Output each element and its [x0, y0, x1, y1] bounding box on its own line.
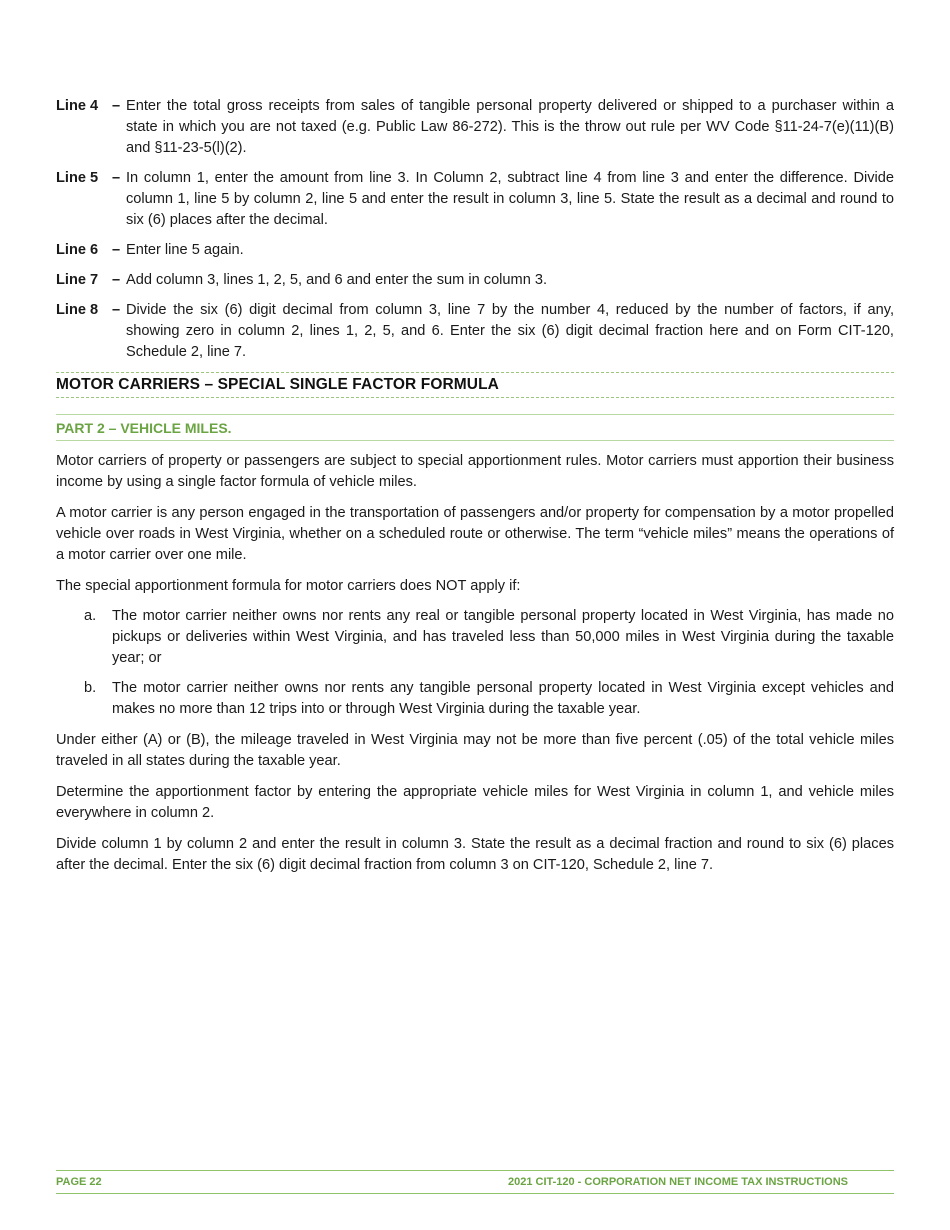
line-text: Divide the six (6) digit decimal from column 3, line 7 by the number 4, reduced by the number of factors, if any, showing zero in column 2, lines 1, 2, 5, and 6. Enter the six (6) digit decimal fraction here and on Form CIT-120, Schedule 2, line 7. [126, 302, 894, 360]
line-5-row [56, 168, 894, 231]
line-dash: – [112, 242, 121, 258]
paragraph: Divide column 1 by column 2 and enter the result in column 3. State the result as a decimal fraction and round to six (6) places after the decimal. Enter the six (6) digit decimal fraction from column 3 on CIT-120, Schedule 2, line 7. [56, 836, 894, 873]
list-marker: a. [84, 608, 97, 624]
line-text: Enter line 5 again. [126, 242, 244, 258]
list-text: The motor carrier neither owns nor rents any real or tangible personal property located in West Virginia, has made no pickups or deliveries within West Virginia, and has traveled less than 50,000 miles in West Virginia during the taxable year; or [112, 608, 894, 666]
paragraph: Motor carriers of property or passengers are subject to special apportionment rules. Motor carriers must apportion their business income by using a single factor formula of vehicle miles. [56, 453, 894, 490]
line-dash: – [112, 302, 121, 318]
line-6-row [56, 240, 894, 261]
paragraph: A motor carrier is any person engaged in the transportation of passengers and/or property for compensation by a motor propelled vehicle over roads in West Virginia, whether on a scheduled route or otherwise. The term “vehicle miles” means the operations of a motor carrier over one mile. [56, 505, 894, 563]
page-number: PAGE 22 [56, 1176, 102, 1188]
list-item [84, 606, 894, 669]
section-title: MOTOR CARRIERS – SPECIAL SINGLE FACTOR FORMULA [56, 372, 894, 398]
line-4-row [56, 96, 894, 159]
exception-list [56, 606, 894, 720]
line-text: Enter the total gross receipts from sales of tangible personal property delivered or shipped to a purchaser within a state in which you are not taxed (e.g. Public Law 86-272). This is the throw out rule per WV Code §11-24-7(e)(11)(B) and §11-23-5(l)(2). [126, 98, 894, 156]
line-label: Line 7 [56, 272, 99, 288]
line-dash: – [112, 170, 121, 186]
paragraph: Under either (A) or (B), the mileage traveled in West Virginia may not be more than five percent (.05) of the total vehicle miles traveled in all states during the taxable year. [56, 732, 894, 769]
list-marker: b. [84, 680, 97, 696]
line-text: Add column 3, lines 1, 2, 5, and 6 and enter the sum in column 3. [126, 272, 548, 288]
line-label: Line 5 [56, 170, 99, 186]
paragraph: The special apportionment formula for motor carriers does NOT apply if: [56, 578, 521, 594]
document-page [56, 96, 894, 876]
line-7-row [56, 270, 894, 291]
line-text: In column 1, enter the amount from line 3. In Column 2, subtract line 4 from line 3 and enter the difference. Divide column 1, line 5 by column 2, line 5 and enter the result in column 3, line 5. State the result as a decimal and round to six (6) places after the decimal. [126, 170, 894, 228]
line-8-row [56, 300, 894, 363]
part-title: PART 2 – VEHICLE MILES. [56, 414, 894, 441]
line-label: Line 4 [56, 98, 99, 114]
line-label: Line 8 [56, 302, 99, 318]
line-dash: – [112, 98, 121, 114]
line-dash: – [112, 272, 121, 288]
paragraph: Determine the apportionment factor by entering the appropriate vehicle miles for West Virginia in column 1, and vehicle miles everywhere in column 2. [56, 784, 894, 821]
line-instructions [56, 96, 894, 363]
list-item [84, 678, 894, 720]
page-footer [56, 1170, 894, 1194]
list-text: The motor carrier neither owns nor rents any tangible personal property located in West Virginia except vehicles and makes no more than 12 trips into or through West Virginia during the taxable year. [112, 680, 894, 717]
line-label: Line 6 [56, 242, 99, 258]
document-title: 2021 CIT-120 - CORPORATION NET INCOME TAX INSTRUCTIONS [507, 1176, 848, 1188]
